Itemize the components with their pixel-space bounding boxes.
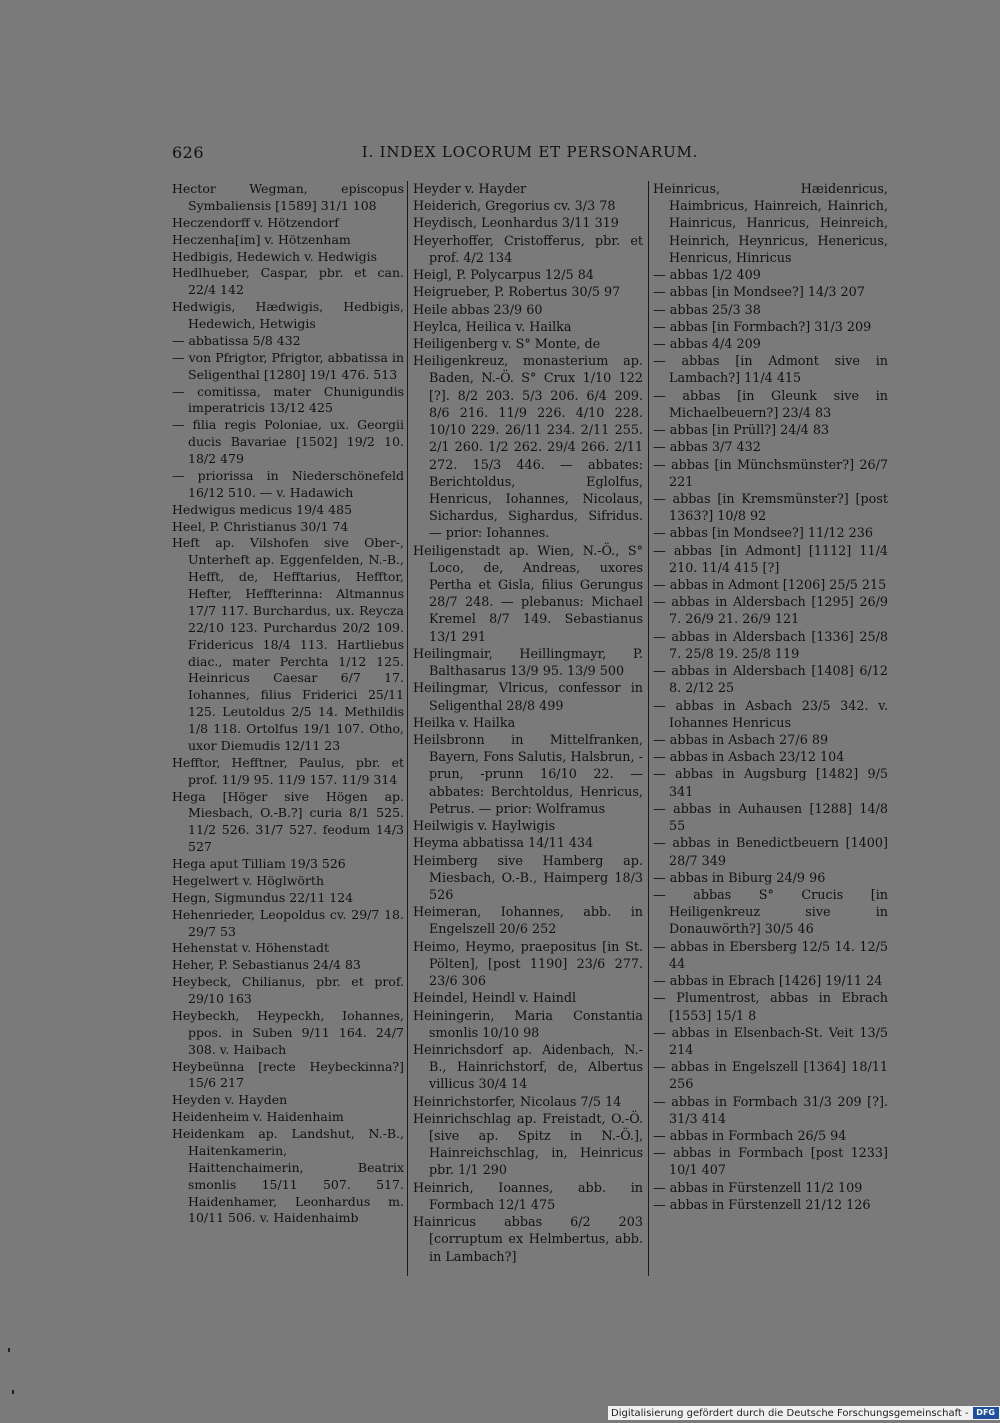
index-entry: — abbas in Admont [1206] 25/5 215: [653, 578, 887, 594]
index-entry: Hehenrieder, Leopoldus cv. 29/7 18. 29/7 53: [172, 906, 404, 939]
index-entry: Hedwigis, Hædwigis, Hedbigis, Hedewich, Hetwigis: [172, 299, 404, 331]
index-entry: Heindel, Heindl v. Haindl: [413, 991, 577, 1007]
index-entry: — abbas in Aldersbach [1336] 25/8 7. 25/8 19. 25/8 119: [653, 629, 888, 662]
index-entry: Heyden v. Hayden: [172, 1092, 288, 1108]
index-entry: Heilsbronn in Mittelfranken, Bayern, Fons Salutis, Halsbrun, -prun, -prunn 16/10 22. — abbates: Berchtoldus, Henricus, Petrus. — prior: Wolframus: [413, 733, 643, 817]
index-columns: [172, 181, 888, 1276]
index-entry: — abbas 4/4 209: [653, 336, 761, 352]
digitization-footer: [608, 1406, 1000, 1420]
index-entry: Heiligenstadt ap. Wien, N.-Ö., S° Loco, de, Andreas, uxores Pertha et Gisla, filius Gerungus 28/7 248. — plebanus: Michael Kremel 8/7 149. Sebastianus 13/1 291: [413, 543, 643, 645]
index-entry: — abbas in Asbach 23/5 342. v. Iohannes Henricus: [653, 698, 888, 731]
index-entry: Heher, P. Sebastianus 24/4 83: [172, 957, 361, 973]
index-entry: — abbas [in Formbach?] 31/3 209: [653, 319, 872, 335]
index-entry: Heinrichstorfer, Nicolaus 7/5 14: [413, 1094, 622, 1110]
index-entry: Heczendorff v. Hötzendorf: [172, 214, 339, 230]
dfg-logo: DFG: [973, 1407, 999, 1419]
scan-speck: [8, 1348, 10, 1352]
index-entry: Heiningerin, Maria Constantia smonlis 10/10 98: [413, 1008, 643, 1041]
index-entry: Heinrichsdorf ap. Aidenbach, N.-B., Hainrichstorf, de, Albertus villicus 30/4 14: [413, 1042, 643, 1093]
index-entry: — abbas in Auhausen [1288] 14/8 55: [653, 801, 888, 835]
index-entry: — abbas in Elsenbach-St. Veit 13/5 214: [653, 1025, 888, 1058]
index-entry: — abbas in Fürstenzell 21/12 126: [653, 1197, 871, 1213]
running-title: I. INDEX LOCORUM ET PERSONARUM.: [361, 143, 699, 161]
column-divider: [407, 181, 408, 1276]
index-entry: — abbas in Augsburg [1482] 9/5 341: [653, 767, 888, 800]
index-entry: Heile abbas 23/9 60: [413, 302, 543, 318]
index-entry: — abbas in Engelszell [1364] 18/11 256: [653, 1060, 888, 1093]
index-entry: Hegn, Sigmundus 22/11 124: [172, 889, 354, 905]
index-entry: Hainricus abbas 6/2 203 [corruptum ex Helmbertus, abb. in Lambach?]: [413, 1215, 643, 1265]
index-entry: Heinricus, Hæidenricus, Haimbricus, Hainreich, Hainrich, Hainricus, Hanricus, Heinreich, Heinrich, Heynricus, Henericus, Henricus, Hinricus: [653, 182, 888, 266]
index-entry: — priorissa in Niederschönefeld 16/12 510. — v. Hadawich: [172, 467, 404, 500]
index-entry: — abbas [in Kremsmünster?] [post 1363?] 10/8 92: [653, 491, 888, 525]
index-entry: — abbas [in Admont] [1112] 11/4 210. 11/4 415 [?]: [653, 543, 888, 576]
index-entry: — comitissa, mater Chunigundis imperatricis 13/12 425: [172, 383, 404, 416]
index-entry: Heimo, Heymo, praepositus [in St. Pölten], [post 1190] 23/6 277. 23/6 306: [413, 939, 643, 990]
index-entry: Heel, P. Christianus 30/1 74: [172, 518, 349, 534]
index-entry: Hega aput Tilliam 19/3 526: [172, 856, 346, 871]
index-entry: Heimberg sive Hamberg ap. Miesbach, O.-B., Haimperg 18/3 526: [413, 853, 643, 903]
index-column-3: [653, 181, 888, 1276]
index-entry: — abbas in Biburg 24/9 96: [653, 870, 826, 886]
index-entry: Heybeünna [recte Heybeckinna?] 15/6 217: [172, 1058, 404, 1091]
index-entry: Heidenheim v. Haidenhaim: [172, 1109, 344, 1125]
index-entry: — abbas in Fürstenzell 11/2 109: [653, 1180, 863, 1196]
index-entry: — abbas [in Admont sive in Lambach?] 11/4 415: [653, 354, 888, 387]
index-entry: — abbas [in Gleunk sive in Michaelbeuern?] 23/4 83: [653, 388, 888, 421]
index-entry: Heigl, P. Polycarpus 12/5 84: [413, 268, 594, 284]
index-entry: — abbas in Formbach [post 1233] 10/1 407: [653, 1146, 888, 1179]
index-entry: Heimeran, Iohannes, abb. in Engelszell 20/6 252: [413, 905, 643, 938]
index-entry: — abbas [in Prüll?] 24/4 83: [653, 423, 830, 439]
index-entry: — abbas in Aldersbach [1295] 26/9 7. 26/9 21. 26/9 121: [653, 595, 888, 628]
index-entry: Heybeckh, Heypeckh, Iohannes, ppos. in Suben 9/11 164. 24/7 308. v. Haibach: [172, 1007, 404, 1057]
index-entry: Heyerhoffer, Cristofferus, pbr. et prof. 4/2 134: [413, 233, 643, 266]
index-entry: — Plumentrost, abbas in Ebrach [1553] 15/1 8: [653, 991, 888, 1024]
index-column-2: [413, 181, 643, 1276]
index-entry: Heiligenberg v. S° Monte, de: [413, 336, 601, 352]
index-entry: Heyder v. Hayder: [413, 182, 527, 197]
index-entry: — filia regis Poloniae, ux. Georgii ducis Bavariae [1502] 19/2 10. 18/2 479: [172, 417, 404, 466]
index-entry: — abbas 25/3 38: [653, 302, 761, 318]
index-entry: — abbas in Asbach 27/6 89: [653, 733, 829, 748]
index-entry: — abbas S° Crucis [in Heiligenkreuz sive in Donauwörth?] 30/5 46: [653, 887, 888, 938]
index-entry: Hedbigis, Hedewich v. Hedwigis: [172, 248, 378, 264]
index-entry: Heiligenkreuz, monasterium ap. Baden, N.-Ö. S° Crux 1/10 122 [?]. 8/2 203. 5/3 206. 6/4 209. 8/6 216. 11/9 226. 4/10 228. 10/10 229. 26/11 234. 2/11 255. 2/1 260. 1/2 262. 29/4 266. 2/11 272. 15/3 446. — abbates: Berichtoldus, Eglolfus, Henricus, Iohannes, Nicolaus, Sichardus, Sighardus, Sifridus. — prior: Iohannes.: [413, 354, 643, 542]
index-entry: Heilingmair, Heillingmayr, P. Balthasarus 13/9 95. 13/9 500: [413, 646, 643, 680]
index-entry: — von Pfrigtor, Pfrigtor, abbatissa in Seligenthal [1280] 19/1 476. 513: [172, 349, 404, 382]
index-entry: — abbas in Formbach 31/3 209 [?]. 31/3 414: [653, 1094, 888, 1127]
index-entry: — abbas in Ebrach [1426] 19/11 24: [653, 974, 883, 990]
index-entry: Heilingmar, Vlricus, confessor in Seligenthal 28/8 499: [413, 681, 643, 714]
index-column-1: [172, 181, 404, 1276]
index-entry: Hefftor, Hefftner, Paulus, pbr. et prof. 11/9 95. 11/9 157. 11/9 314: [172, 754, 404, 787]
index-entry: Heft ap. Vilshofen sive Ober-, Unterheft ap. Eggenfelden, N.-B., Hefft, de, Hefftarius, Hefftor, Hefter, Heffterinna: Altmannus 17/7 117. Burchardus, ux. Reycza 22/10 123. Purchardus 20/2 109. Fridericus 18/4 113. Hartliebus diac., mater Perchta 1/12 125. Heinricus Caesar 6/7 17. Iohannes, filius Friderici 25/11 125. Leutoldus 2/5 14. Methildis 1/8 118. Ortolfus 19/1 107. Otho, uxor Diemudis 12/11 23: [172, 535, 404, 753]
index-entry: Heiderich, Gregorius cv. 3/3 78: [413, 199, 616, 215]
scan-speck: [12, 1390, 14, 1394]
index-entry: Heinrichschlag ap. Freistadt, O.-Ö. [sive ap. Spitz in N.-Ö.], Hainreichschlag, in, Heinricus pbr. 1/1 290: [413, 1111, 643, 1179]
index-entry: — abbas [in Mondsee?] 14/3 207: [653, 285, 865, 301]
index-entry: Hegelwert v. Höglwörth: [172, 872, 324, 888]
index-entry: — abbas 1/2 409: [653, 268, 761, 284]
index-entry: — abbas in Benedictbeuern [1400] 28/7 349: [653, 836, 888, 869]
index-entry: — abbas [in Mondsee?] 11/12 236: [653, 526, 873, 542]
index-entry: — abbas 3/7 432: [653, 440, 761, 456]
index-entry: Hedwigus medicus 19/4 485: [172, 501, 353, 517]
index-entry: Heylca, Heilica v. Hailka: [413, 319, 572, 335]
index-entry: — abbas in Asbach 23/12 104: [653, 750, 845, 766]
index-entry: Heigrueber, P. Robertus 30/5 97: [413, 285, 621, 301]
index-entry: Heilwigis v. Haylwigis: [413, 819, 556, 835]
index-entry: — abbas in Ebersberg 12/5 14. 12/5 44: [653, 939, 888, 972]
page-number: 626: [172, 143, 205, 162]
column-divider: [648, 181, 649, 1276]
index-entry: Heczenha[im] v. Hötzenham: [172, 231, 351, 247]
footer-text: Digitalisierung gefördert durch die Deutsche Forschungsgemeinschaft -: [611, 1407, 969, 1419]
index-entry: — abbas in Aldersbach [1408] 6/12 8. 2/12 25: [653, 664, 888, 697]
page-header: [172, 143, 888, 167]
index-entry: — abbas [in Münchsmünster?] 26/7 221: [653, 457, 888, 490]
index-entry: Heidenkam ap. Landshut, N.-B., Haitenkamerin, Haittenchaimerin, Beatrix smonlis 15/11 507. 517. Haidenhamer, Leonhardus m. 10/11 506. v. Haidenhaimb: [172, 1126, 404, 1226]
index-entry: Heilka v. Hailka: [413, 715, 516, 731]
index-entry: Hector Wegman, episcopus Symbaliensis [1589] 31/1 108: [172, 181, 404, 213]
index-entry: Heinrich, Ioannes, abb. in Formbach 12/1 475: [413, 1180, 643, 1213]
index-entry: Hedlhueber, Caspar, pbr. et can. 22/4 142: [172, 265, 404, 298]
index-entry: Heybeck, Chilianus, pbr. et prof. 29/10 163: [172, 974, 404, 1006]
index-entry: Hehenstat v. Höhenstadt: [172, 940, 330, 956]
index-entry: Heyma abbatissa 14/11 434: [413, 836, 594, 852]
index-entry: Hega [Höger sive Högen ap. Miesbach, O.-B.?] curia 8/1 525. 11/2 526. 31/7 527. feodum 14/3 527: [172, 788, 404, 855]
index-entry: Heydisch, Leonhardus 3/11 319: [413, 216, 619, 232]
index-entry: — abbatissa 5/8 432: [172, 332, 301, 348]
index-entry: — abbas in Formbach 26/5 94: [653, 1129, 847, 1145]
